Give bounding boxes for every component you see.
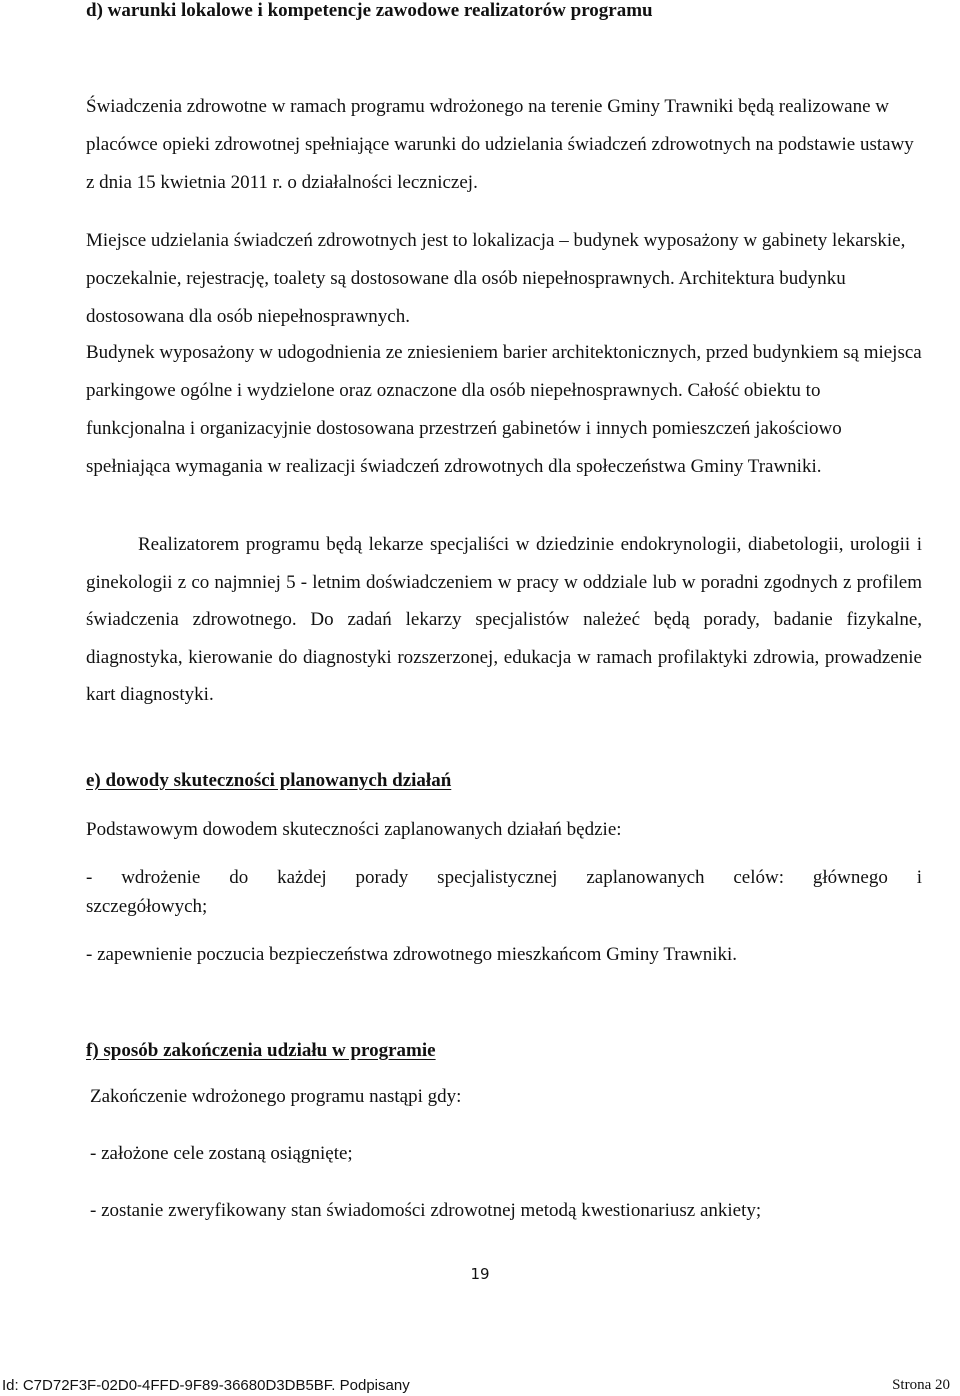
page-number: 19 <box>470 1265 490 1283</box>
section-e-intro: Podstawowym dowodem skuteczności zaplanowanych działań będzie: <box>86 819 622 840</box>
section-d-paragraph-4: Realizatorem programu będą lekarze specjaliści w dziedzinie endokrynologii, diabetologii, urologii i ginekologii z co najmniej 5 - letnim doświadczeniem w pracy w oddziale lub w poradni zgodnych z profilem świadczenia zdrowotnego. Do zadań lekarzy specjalistów należeć będą porady, badanie fizykalne, diagnostyka, kierowanie do diagnostyki rozszerzonej, edukacja w ramach profilaktyki zdrowia, prowadzenie kart diagnostyki. <box>86 534 922 705</box>
section-d-paragraph-1: Świadczenia zdrowotne w ramach programu wdrożonego na terenie Gminy Trawniki będą realizowane w placówce opieki zdrowotnej spełniające warunki do udzielania świadczeń zdrowotnych na podstawie ustawy z dnia 15 kwietnia 2011 r. o działalności leczniczej. <box>86 96 914 193</box>
section-e-heading: e) dowody skuteczności planowanych działań <box>86 770 452 791</box>
section-d-heading: d) warunki lokalowe i kompetencje zawodowe realizatorów programu <box>86 0 653 21</box>
section-f-intro: Zakończenie wdrożonego programu nastąpi gdy: <box>90 1086 462 1107</box>
section-f-item-1: - założone cele zostaną osiągnięte; <box>90 1143 353 1164</box>
footer-page-indicator: Strona 20 <box>892 1377 950 1393</box>
section-f-item-2: - zostanie zweryfikowany stan świadomości zdrowotnej metodą kwestionariusz ankiety; <box>90 1200 762 1221</box>
section-e-item-1-line-1: - wdrożenie do każdej porady specjalistycznej zaplanowanych celów: głównego i <box>86 867 922 888</box>
footer-document-id: Id: C7D72F3F-02D0-4FFD-9F89-36680D3DB5BF. Podpisany <box>2 1377 410 1394</box>
section-d-paragraph-3: Budynek wyposażony w udogodnienia ze zniesieniem barier architektonicznych, przed budynkiem są miejsca parkingowe ogólne i wydzielone oraz oznaczone dla osób niepełnosprawnych. Całość obiektu to funkcjonalna i organizacyjnie dostosowana przestrzeń gabinetów i innych pomieszczeń jakościowo spełniająca wymagania w realizacji świadczeń zdrowotnych dla społeczeństwa Gminy Trawniki. <box>86 342 922 477</box>
section-e-item-2: - zapewnienie poczucia bezpieczeństwa zdrowotnego mieszkańcom Gminy Trawniki. <box>86 944 738 965</box>
section-f-heading: f) sposób zakończenia udziału w programie <box>86 1040 436 1061</box>
section-d-paragraph-2: Miejsce udzielania świadczeń zdrowotnych jest to lokalizacja – budynek wyposażony w gabinety lekarskie, poczekalnie, rejestrację, toalety są dostosowane dla osób niepełnosprawnych. Architektura budynku dostosowana dla osób niepełnosprawnych. <box>86 230 906 327</box>
section-e-item-1-line-2: szczegółowych; <box>86 896 208 917</box>
